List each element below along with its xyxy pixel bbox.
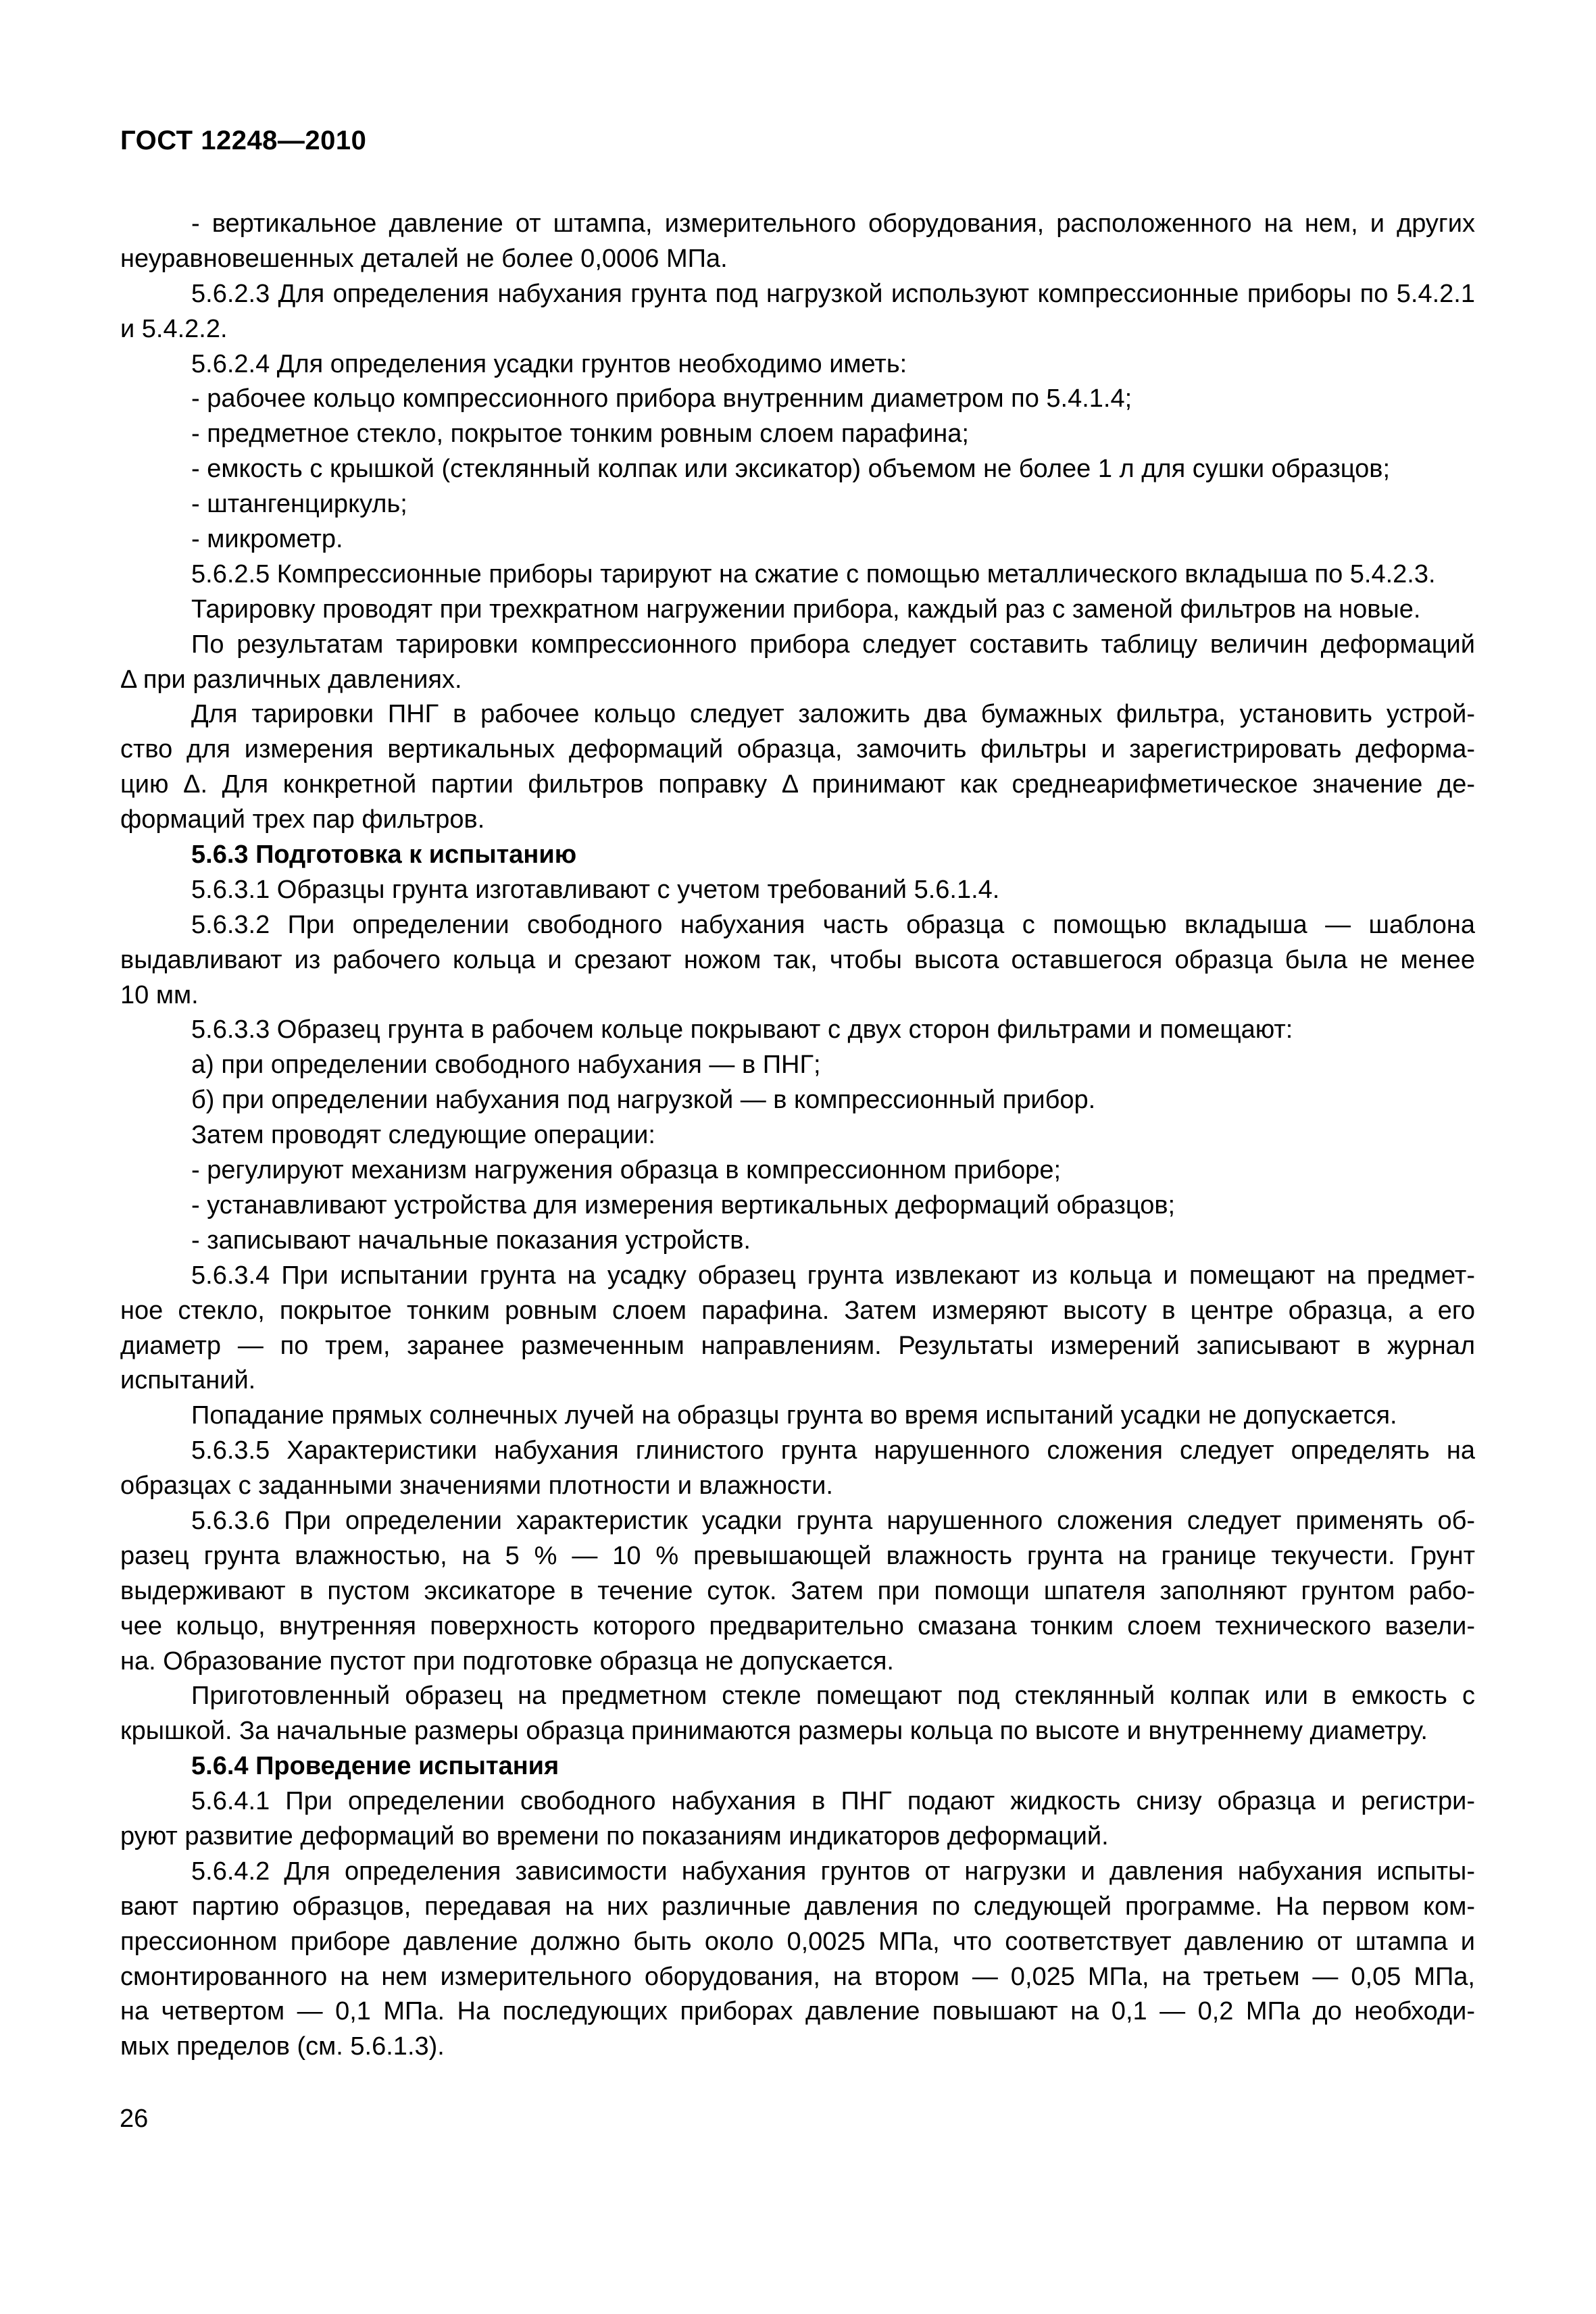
text-line: вают партию образцов, передавая на них различные давления по следующей программе. На первом ком-: [120, 1892, 1475, 1921]
text-line: ное стекло, покрытое тонким ровным слоем парафина. Затем измеряют высоту в центре образца, а его: [120, 1296, 1475, 1325]
section-heading: 5.6.4 Проведение испытания: [191, 1752, 559, 1781]
text-line: Попадание прямых солнечных лучей на образцы грунта во время испытаний усадки не допускается.: [191, 1401, 1397, 1430]
text-line: - штангенциркуль;: [191, 490, 407, 519]
text-line: выдавливают из рабочего кольца и срезают ножом так, чтобы высота оставшегося образца была не менее: [120, 945, 1475, 974]
text-line: и 5.4.2.2.: [120, 314, 228, 343]
text-line: По результатам тарировки компрессионного прибора следует составить таблицу величин деформаций: [191, 630, 1475, 659]
text-line: - вертикальное давление от штампа, измерительного оборудования, расположенного на нем, и других: [191, 209, 1475, 238]
text-line: чее кольцо, внутренняя поверхность которого предварительно смазана тонким слоем технического вазели-: [120, 1611, 1475, 1640]
text-line: ство для измерения вертикальных деформаций образца, замочить фильтры и зарегистрировать деформа-: [120, 735, 1475, 764]
text-line: выдерживают в пустом эксикаторе в течение суток. Затем при помощи шпателя заполняют грунтом рабо-: [120, 1576, 1475, 1605]
text-line: руют развитие деформаций во времени по показаниям индикаторов деформаций.: [120, 1821, 1109, 1851]
text-line: - предметное стекло, покрытое тонким ровным слоем парафина;: [191, 420, 969, 449]
text-line: крышкой. За начальные размеры образца принимаются размеры кольца по высоте и внутреннему диаметру.: [120, 1717, 1428, 1746]
text-line: - емкость с крышкой (стеклянный колпак или эксикатор) объемом не более 1 л для сушки образцов;: [191, 455, 1390, 484]
text-line: - записывают начальные показания устройств.: [191, 1226, 751, 1255]
page-number: 26: [120, 2105, 149, 2133]
text-line: Тарировку проводят при трехкратном нагружении прибора, каждый раз с заменой фильтров на новые.: [191, 595, 1421, 624]
text-line: - регулируют механизм нагружения образца в компрессионном приборе;: [191, 1156, 1062, 1185]
text-line: Приготовленный образец на предметном стекле помещают под стеклянный колпак или в емкость с: [191, 1682, 1475, 1711]
text-line: цию Δ. Для конкретной партии фильтров поправку Δ принимают как среднеарифметическое значение де-: [120, 770, 1475, 799]
text-line: 5.6.4.2 Для определения зависимости набухания грунтов от нагрузки и давления набухания испыты-: [191, 1857, 1475, 1886]
text-line: 5.6.3.3 Образец грунта в рабочем кольце покрывают с двух сторон фильтрами и помещают:: [191, 1015, 1293, 1045]
text-line: - устанавливают устройства для измерения вертикальных деформаций образцов;: [191, 1190, 1176, 1219]
text-line: Затем проводят следующие операции:: [191, 1121, 655, 1150]
text-line: 5.6.3.5 Характеристики набухания глинистого грунта нарушенного сложения следует определять на: [191, 1436, 1475, 1465]
text-line: диаметр — по трем, заранее размеченным направлениям. Результаты измерений записывают в журнал: [120, 1331, 1475, 1360]
text-line: неуравновешенных деталей не более 0,0006 МПа.: [120, 244, 728, 273]
text-line: 5.6.2.5 Компрессионные приборы тарируют на сжатие с помощью металлического вкладыша по 5.4.2.3.: [191, 559, 1436, 588]
text-line: 5.6.3.4 При испытании грунта на усадку образец грунта извлекают из кольца и помещают на предмет-: [191, 1261, 1475, 1290]
text-line: 5.6.3.2 При определении свободного набухания часть образца с помощью вкладыша — шаблона: [191, 910, 1475, 939]
text-line: прессионном приборе давление должно быть около 0,0025 МПа, что соответствует давлению от штампа и: [120, 1927, 1475, 1956]
text-line: формаций трех пар фильтров.: [120, 805, 485, 834]
text-line: Δ при различных давлениях.: [120, 665, 462, 694]
text-line: 5.6.3.1 Образцы грунта изготавливают с учетом требований 5.6.1.4.: [191, 875, 1000, 904]
text-line: 10 мм.: [120, 980, 199, 1009]
text-line: испытаний.: [120, 1366, 256, 1395]
text-line: мых пределов (см. 5.6.1.3).: [120, 2032, 445, 2061]
text-line: на четвертом — 0,1 МПа. На последующих приборах давление повышают на 0,1 — 0,2 МПа до необходи-: [120, 1997, 1475, 2026]
text-line: на. Образование пустот при подготовке образца не допускается.: [120, 1646, 894, 1676]
text-line: разец грунта влажностью, на 5 % — 10 % превышающей влажность грунта на границе текучести. Грунт: [120, 1541, 1475, 1570]
text-line: образцах с заданными значениями плотности и влажности.: [120, 1472, 833, 1501]
text-line: б) при определении набухания под нагрузкой — в компрессионный прибор.: [191, 1086, 1096, 1115]
document-body: [120, 207, 1475, 2065]
text-line: 5.6.2.3 Для определения набухания грунта под нагрузкой используют компрессионные приборы по 5.4.2.1: [191, 279, 1475, 308]
section-heading: 5.6.3 Подготовка к испытанию: [191, 840, 577, 870]
text-line: смонтированного на нем измерительного оборудования, на втором — 0,025 МПа, на третьем — 0,05 МПа,: [120, 1962, 1475, 1991]
text-line: - микрометр.: [191, 525, 343, 554]
text-line: 5.6.2.4 Для определения усадки грунтов необходимо иметь:: [191, 349, 907, 378]
text-line: а) при определении свободного набухания — в ПНГ;: [191, 1051, 821, 1080]
text-line: 5.6.3.6 При определении характеристик усадки грунта нарушенного сложения следует применять об-: [191, 1506, 1475, 1535]
text-line: - рабочее кольцо компрессионного прибора внутренним диаметром по 5.4.1.4;: [191, 384, 1132, 413]
document-header: ГОСТ 12248—2010: [120, 126, 367, 155]
text-line: Для тарировки ПНГ в рабочее кольцо следует заложить два бумажных фильтра, установить устрой-: [191, 700, 1475, 729]
text-line: 5.6.4.1 При определении свободного набухания в ПНГ подают жидкость снизу образца и регистри-: [191, 1787, 1475, 1816]
